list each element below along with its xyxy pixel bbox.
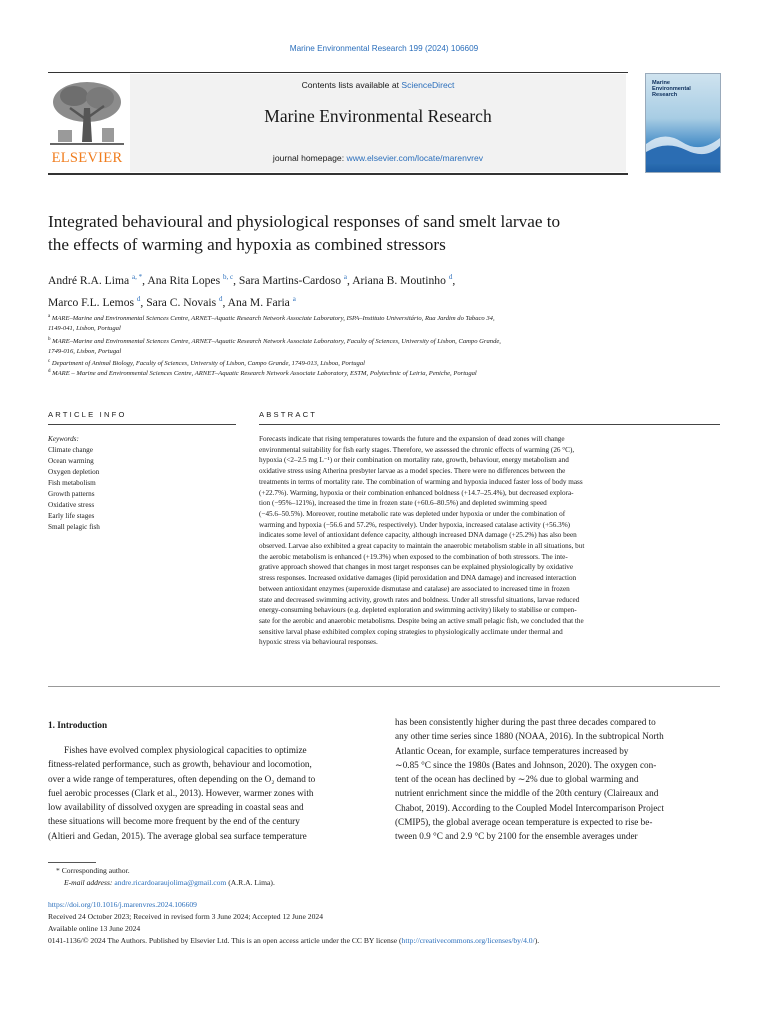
author-affiliation-mark[interactable]: d — [448, 273, 453, 281]
email-link[interactable]: andre.ricardoaraujolima@gmail.com — [114, 878, 227, 887]
journal-title: Marine Environmental Research — [264, 106, 492, 126]
email-note — [64, 878, 275, 887]
author-name[interactable]: Marco F.L. Lemos — [48, 295, 135, 309]
abstract-line: energy-consuming behaviours (e.g. depleted exploration and swimming activity) likely to stabilise or compen- — [259, 606, 577, 615]
author-name[interactable]: Ana Rita Lopes — [147, 273, 221, 287]
author-name[interactable]: Ariana B. Moutinho — [352, 273, 446, 287]
abstract-line: Forecasts indicate that rising temperatures towards the future and the expansion of dead zones will change — [259, 435, 565, 443]
affiliation-line: 1149-041, Lisbon, Portugal — [48, 324, 121, 332]
homepage-link[interactable]: www.elsevier.com/locate/marenvrev — [346, 153, 484, 163]
publisher-name: ELSEVIER — [51, 150, 123, 166]
intro-line: (CMIP5), the global average ocean temperature is expected to rise be- — [395, 817, 653, 828]
cover-wave-graphic — [646, 124, 720, 164]
article-info-rule — [48, 424, 236, 425]
intro-line: ∼0.85 °C since the 1980s (Bates and Johnson, 2020). The oxygen con- — [395, 759, 657, 770]
footnote-rule — [48, 862, 96, 863]
author-affiliation-mark[interactable]: d — [219, 294, 223, 303]
affiliation-mark: d — [48, 369, 51, 374]
cover-title: Marine Environmental Research — [652, 80, 691, 99]
intro-line: nutrient enrichment since the middle of the 20th century (Claireaux and — [395, 788, 659, 799]
license-prefix: 0141-1136/© 2024 The Authors. Published by Elsevier Ltd. This is an open access article under the CC BY license ( — [48, 936, 402, 945]
affiliation-line: MARE–Marine and Environmental Sciences Centre, ARNET–Aquatic Research Network Associate Laboratory, Faculty of Sciences, University of Lisbon, Campo Grande, — [52, 338, 501, 346]
keyword: Small pelagic fish — [48, 523, 100, 531]
intro-line: Atlantic Ocean, for example, surface temperatures increased by — [395, 745, 629, 756]
abstract-line: (+22.7%). Warming, hypoxia or their combination enhanced boldness (+14.7–25.4%), but decreased explora- — [259, 488, 574, 497]
affiliation-mark: a — [48, 314, 51, 319]
author-name[interactable]: Sara Martins-Cardoso — [238, 273, 341, 287]
affiliation — [48, 367, 678, 379]
abstract-line: (−45.6–50.5%). Moreover, routine metabolic rate was depleted under hypoxia or under the combination of — [259, 509, 566, 518]
author-name[interactable]: André R.A. Lima — [48, 273, 130, 287]
intro-line: tent of the ocean has declined by ∼2% due to global warming and — [395, 774, 639, 785]
license-line — [48, 936, 539, 945]
affiliation-line: Department of Animal Biology, Faculty of Sciences, University of Lisbon, Campo Grande, 1749-013, Lisboa, Portugal — [51, 360, 365, 368]
available-online: Available online 13 June 2024 — [48, 924, 141, 933]
affiliation-line: MARE–Marine and Environmental Sciences Centre, ARNET–Aquatic Research Network Associate Laboratory, ISPA–Instituto Universitário, Rua Jardim do Tabaco 34, — [51, 315, 495, 323]
abstract-rule — [259, 424, 720, 425]
intro-line: low availability of dissolved oxygen are spreading in coastal seas and — [48, 802, 304, 813]
email-suffix: (A.R.A. Lima). — [226, 878, 275, 887]
abstract-line: environmental suitability for fish early stages. Therefore, we assessed the chronic effects of warming (26 °C), — [259, 445, 575, 454]
abstract-line: tion (−95%–121%), increased the time in frozen state (+60.6–80.5%) and depleted swimming speed — [259, 499, 547, 508]
affiliation — [48, 312, 678, 333]
intro-line: has been consistently higher during the past three decades compared to — [395, 717, 656, 727]
header-bottom-rule — [48, 173, 628, 175]
intro-line: these situations will become more frequent by the end of the century — [48, 816, 300, 827]
keyword: Oxidative stress — [48, 501, 95, 509]
author-list: André R.A. Lima $^{a, *}$, Ana Rita Lopes $^{b, c}$, Sara Martins-Cardoso $^a$, Ariana B. Moutinho $^d$, Marco F.L. Lemos $^d$, Sara C. Novais $^d$, Ana M. Faria $^a$ — [48, 273, 456, 309]
author-affiliation-mark[interactable]: a — [292, 294, 296, 303]
keyword: Climate change — [48, 446, 93, 454]
journal-homepage — [130, 153, 626, 163]
abstract-line: warming and hypoxia (−56.6 and 57.2%, respectively). Under hypoxia, increased catalase activity (+56.3%) — [259, 520, 571, 529]
abstract-line: state and decreased swimming activity, growth rates and boldness. Under all stressful situations, larvae reduced — [259, 595, 580, 604]
sciencedirect-link[interactable]: ScienceDirect — [401, 80, 455, 90]
abstract-line: hypoxic stress via behavioural responses. — [259, 638, 378, 647]
intro-line: Chabot, 2019). According to the Coupled Model Intercomparison Project — [395, 802, 664, 813]
intro-right-column — [395, 715, 720, 844]
affiliation-mark: b — [48, 337, 51, 342]
intro-line: any other time series since 1880 (NOAA, 2016). In the subtropical North — [395, 731, 664, 742]
abstract-line: stress responses. Increased oxidative damages (lipid peroxidation and DNA damage) and increased interaction — [259, 574, 577, 583]
contents-available — [130, 80, 626, 90]
keyword: Ocean warming — [48, 457, 94, 465]
title-line-2: the effects of warming and hypoxia as combined stressors — [48, 235, 446, 254]
abstract-line: grative approach showed that changes in most target responses can be explained physiologically by oxidative — [259, 563, 574, 572]
license-suffix: ). — [534, 936, 540, 945]
header-top-rule — [48, 72, 628, 73]
abstract-body — [259, 434, 720, 648]
abstract-line: treatments in terms of mortality rate. The combination of warming and hypoxia induced faster loss of body mass — [259, 477, 583, 486]
intro-line: over a wide range of temperatures, often depending on the O₂ demand to — [48, 773, 316, 784]
intro-line: Fishes have evolved complex physiological capacities to optimize — [64, 745, 307, 755]
abstract-header: ABSTRACT — [259, 410, 318, 419]
abstract-line: indicates some level of antioxidant defence capacity, although increased DNA damage (+25.2%) has also been — [259, 531, 577, 540]
abstract-line: oxidative stress using Atherina presbyter larvae as a model species. There were no differences between the — [259, 467, 566, 476]
author-affiliation-mark[interactable]: a — [343, 273, 348, 281]
received-dates: Received 24 October 2023; Received in revised form 3 June 2024; Accepted 12 June 2024 — [48, 912, 323, 921]
article-title — [48, 210, 688, 256]
license-link[interactable]: http://creativecommons.org/licenses/by/4.0/ — [401, 936, 535, 945]
abstract-line: between antioxidant enzymes (superoxide dismutase and catalase) are associated to increased time in frozen — [259, 584, 570, 593]
article-info-header: ARTICLE INFO — [48, 410, 127, 419]
affiliation-mark: c — [48, 359, 51, 364]
homepage-prefix: journal homepage: — [272, 153, 347, 163]
keyword: Fish metabolism — [48, 479, 96, 487]
journal-reference-link[interactable]: Marine Environmental Research 199 (2024) 106609 — [289, 44, 479, 53]
affiliation — [48, 335, 678, 356]
keyword: Early life stages — [48, 512, 95, 520]
intro-line: tween 0.9 °C and 2.9 °C by 2100 for the ensemble averages under — [395, 831, 638, 842]
email-label: E-mail address: — [64, 878, 115, 887]
section-heading-introduction: 1. Introduction — [48, 720, 108, 730]
doi-link[interactable]: https://doi.org/10.1016/j.marenvres.2024.106609 — [48, 900, 197, 909]
affiliation-line: MARE – Marine and Environmental Sciences Centre, ARNET–Aquatic Research Network Associate Laboratory, ESTM, Polytechnic of Leiria, Peniche, Portugal — [52, 370, 477, 378]
abstract-line: observed. Larvae also exhibited a great capacity to maintain the anaerobic metabolism stable in all situations, but — [259, 542, 585, 551]
abstract-line: sate for the aerobic and anaerobic metabolisms. Despite being an active small pelagic fish, we concluded that the — [259, 616, 584, 625]
author-affiliation-mark[interactable]: d — [136, 294, 141, 303]
contents-prefix: Contents lists available at — [301, 80, 402, 90]
corresponding-author-note: * Corresponding author. — [56, 866, 130, 875]
abstract-line: the aerobic metabolism is enhanced (+19.3%) when exposed to the combination of both stressors. The inte- — [259, 552, 568, 561]
author-name[interactable]: Ana M. Faria — [227, 295, 290, 309]
author-affiliation-mark[interactable]: b, c — [223, 273, 234, 281]
author-affiliation-mark[interactable]: a, * — [132, 273, 143, 281]
keywords-label: Keywords: — [48, 435, 79, 443]
intro-line: fuel aerobic processes (Clark et al., 2013). However, warmer zones with — [48, 787, 314, 798]
keyword: Growth patterns — [48, 490, 95, 498]
intro-line: (Altieri and Gedan, 2015). The average global sea surface temperature — [48, 830, 307, 841]
keyword: Oxygen depletion — [48, 468, 100, 476]
abstract-bottom-rule — [48, 686, 720, 687]
abstract-line: hypoxia (<2–2.5 mg L⁻¹) or their combination on mortality rate, growth, behaviour, energy metabolism and — [259, 456, 569, 465]
intro-line: fitness-related performance, such as growth, behaviour and locomotion, — [48, 759, 312, 770]
abstract-line: sensitive larval phase exhibited complex coping strategies to physiologically acclimate under thermal and — [259, 627, 563, 636]
affiliation-line: 1749-016, Lisbon, Portugal — [48, 347, 122, 355]
author-name[interactable]: Sara C. Novais — [146, 295, 217, 309]
intro-left-column — [48, 743, 372, 843]
journal-cover-thumbnail[interactable] — [645, 73, 721, 173]
title-line-1: Integrated behavioural and physiological responses of sand smelt larvae to — [48, 212, 561, 231]
